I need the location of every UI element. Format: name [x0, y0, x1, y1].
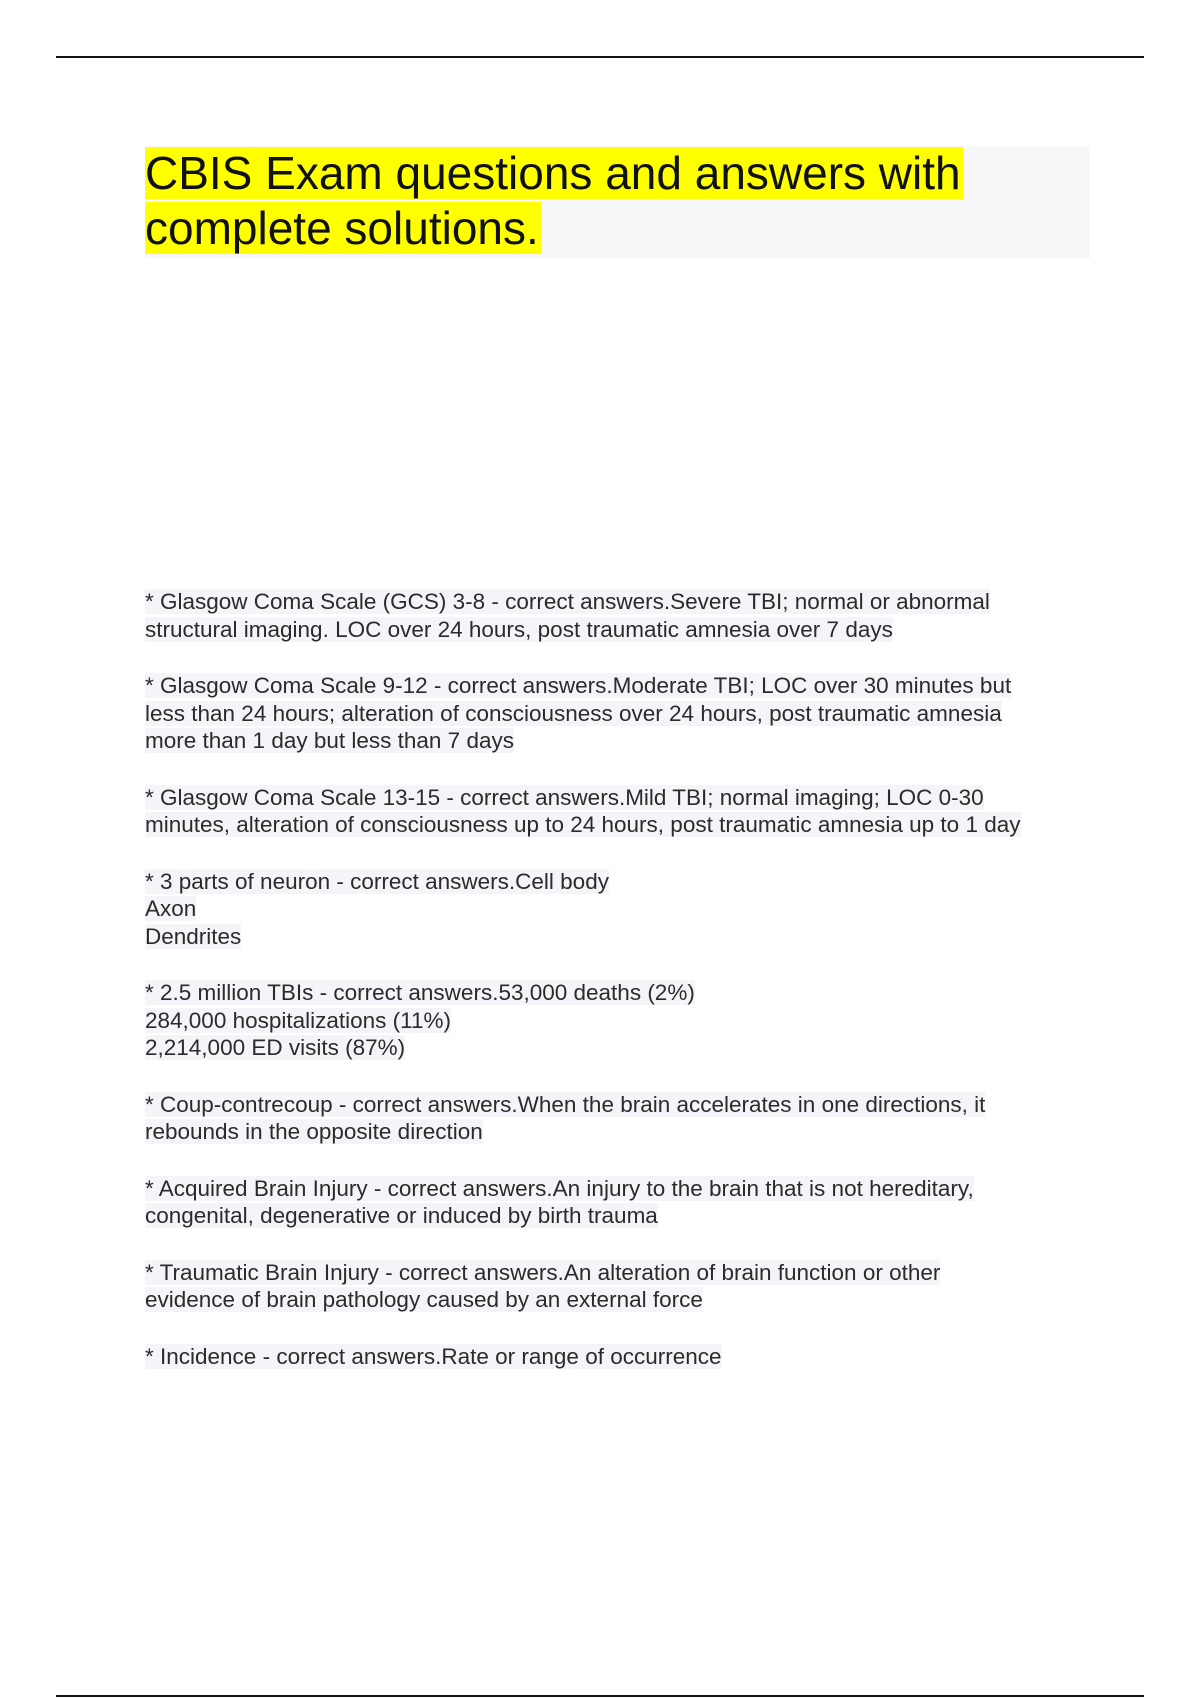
qa-item-gcs-3-8 — [145, 588, 1090, 643]
qa-line: less than 24 hours; alteration of consciousness over 24 hours, post traumatic amnesia — [145, 700, 1002, 726]
qa-line: * Traumatic Brain Injury - correct answers.An alteration of brain function or other — [145, 1259, 941, 1285]
qa-line: * Acquired Brain Injury - correct answers.An injury to the brain that is not hereditary, — [145, 1175, 974, 1201]
qa-line: * 3 parts of neuron - correct answers.Cell body — [145, 868, 609, 894]
qa-line: 2,214,000 ED visits (87%) — [145, 1035, 406, 1060]
qa-line: structural imaging. LOC over 24 hours, post traumatic amnesia over 7 days — [145, 616, 893, 642]
qa-item-neuron-parts — [145, 868, 1090, 951]
qa-line: rebounds in the opposite direction — [145, 1119, 483, 1144]
qa-line: minutes, alteration of consciousness up to 24 hours, post traumatic amnesia up to 1 day — [145, 812, 1021, 837]
title-line-1: CBIS Exam questions and answers with — [145, 147, 961, 199]
qa-line: * Glasgow Coma Scale (GCS) 3-8 - correct answers.Severe TBI; normal or abnormal — [145, 589, 990, 614]
qa-line: Dendrites — [145, 923, 242, 949]
title-line-2: complete solutions. — [145, 202, 539, 254]
qa-line: * Glasgow Coma Scale 9-12 - correct answers.Moderate TBI; LOC over 30 minutes but — [145, 673, 1012, 698]
qa-item-gcs-13-15 — [145, 784, 1090, 839]
title-block — [145, 146, 1090, 258]
qa-item-incidence — [145, 1343, 1090, 1371]
document-title — [145, 146, 1090, 256]
qa-item-gcs-9-12 — [145, 672, 1090, 755]
qa-item-tbi-stats — [145, 979, 1090, 1062]
qa-line: evidence of brain pathology caused by an external force — [145, 1287, 703, 1312]
qa-item-acquired-brain-injury — [145, 1175, 1090, 1230]
qa-line: * Glasgow Coma Scale 13-15 - correct answers.Mild TBI; normal imaging; LOC 0-30 — [145, 784, 984, 810]
qa-item-traumatic-brain-injury — [145, 1259, 1090, 1314]
qa-item-coup-contrecoup — [145, 1091, 1090, 1146]
header-rule — [56, 56, 1144, 58]
qa-line: more than 1 day but less than 7 days — [145, 728, 514, 753]
footer-rule — [56, 1695, 1144, 1697]
qa-line: * Coup-contrecoup - correct answers.When the brain accelerates in one directions, it — [145, 1091, 986, 1117]
qa-line: 284,000 hospitalizations (11%) — [145, 1007, 452, 1033]
qa-list — [145, 588, 1090, 1399]
qa-line: Axon — [145, 896, 197, 921]
qa-line: * 2.5 million TBIs - correct answers.53,000 deaths (2%) — [145, 980, 695, 1005]
qa-line: congenital, degenerative or induced by birth trauma — [145, 1203, 658, 1228]
qa-line: * Incidence - correct answers.Rate or range of occurrence — [145, 1343, 722, 1369]
